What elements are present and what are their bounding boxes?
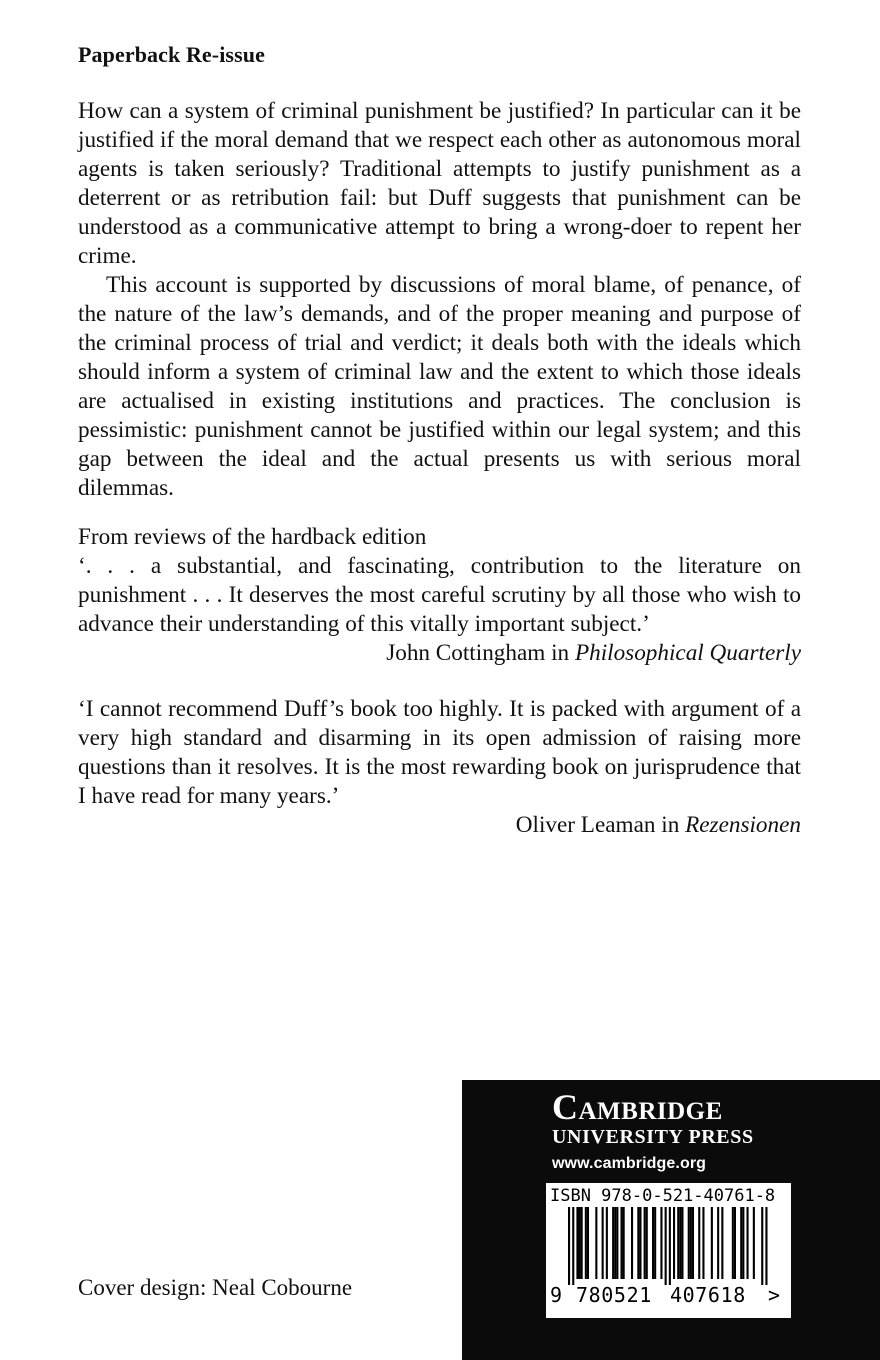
barcode-bar bbox=[623, 1207, 625, 1279]
barcode-digit-prefix: 9 bbox=[550, 1283, 563, 1307]
barcode-bar bbox=[688, 1207, 690, 1279]
barcode-bar bbox=[753, 1207, 755, 1279]
barcode-bar bbox=[717, 1207, 719, 1279]
barcode-bar bbox=[606, 1207, 608, 1279]
reviews-intro: From reviews of the hardback edition bbox=[78, 524, 427, 550]
review-attribution-2 bbox=[78, 811, 801, 840]
barcode-bar bbox=[644, 1207, 646, 1279]
barcode-bar bbox=[679, 1207, 681, 1279]
barcode-bar bbox=[747, 1207, 749, 1279]
barcode-bar bbox=[692, 1207, 694, 1279]
barcode-bar bbox=[616, 1207, 618, 1279]
barcode-bar bbox=[681, 1207, 683, 1279]
barcode-bar bbox=[742, 1207, 744, 1279]
barcode-bar bbox=[677, 1207, 679, 1279]
publisher-logo bbox=[552, 1086, 754, 1173]
barcode-bar bbox=[646, 1207, 648, 1279]
barcode-bar bbox=[702, 1207, 704, 1279]
barcode-bar bbox=[660, 1207, 662, 1279]
barcode-bar bbox=[621, 1207, 623, 1279]
reissue-heading: Paperback Re-issue bbox=[78, 42, 265, 67]
barcode-bar bbox=[637, 1207, 639, 1279]
barcode-bar bbox=[572, 1207, 574, 1285]
barcode-bar bbox=[579, 1207, 581, 1279]
review-attribution-1 bbox=[78, 639, 801, 668]
cover-design-credit: Cover design: Neal Cobourne bbox=[78, 1275, 353, 1300]
barcode-bar bbox=[690, 1207, 692, 1279]
barcode-bar bbox=[665, 1207, 667, 1285]
barcode-digits-right: 407618 bbox=[670, 1283, 746, 1307]
book-description bbox=[78, 97, 801, 503]
review-quote-2: ‘I cannot recommend Duff’s book too highly. It is packed with argument of a very high standard and disarming in its open admission of raising more questions than it resolves. It is the most rewarding book on jurisprudence that I have read for many years.’ bbox=[78, 696, 801, 809]
reviews-section bbox=[78, 523, 801, 840]
isbn-label: ISBN 978-0-521-40761-8 bbox=[550, 1186, 776, 1206]
barcode-bar bbox=[652, 1207, 654, 1279]
barcode-bar bbox=[568, 1207, 570, 1285]
barcode-bar bbox=[602, 1207, 604, 1279]
barcode-bar bbox=[654, 1207, 656, 1279]
isbn-barcode bbox=[546, 1183, 791, 1318]
description-paragraph-1: How can a system of criminal punishment be justified? In particular can it be justified if the moral demand that we respect each other as autonomous moral agents is taken seriously? Traditional attempts to justify punishment as a deterrent or as retribution fail: but Duff suggests that punishment can be understood as a communicative attempt to bring a wrong-doer to repent her crime. bbox=[78, 98, 801, 269]
barcode-bar bbox=[732, 1207, 734, 1279]
barcode-bar bbox=[721, 1207, 723, 1279]
review-publication-2: Rezensionen bbox=[685, 812, 801, 838]
review-publication-1: Philosophical Quarterly bbox=[574, 640, 801, 666]
barcode-bar bbox=[740, 1207, 742, 1279]
barcode-bar bbox=[576, 1207, 578, 1279]
barcode-bar bbox=[669, 1207, 671, 1285]
barcode-bar bbox=[673, 1207, 675, 1279]
barcode-bar bbox=[595, 1207, 597, 1279]
publisher-name: Cambridge bbox=[552, 1087, 723, 1127]
publisher-panel bbox=[462, 1080, 880, 1360]
barcode-bar bbox=[631, 1207, 633, 1279]
barcode-bar bbox=[734, 1207, 736, 1279]
barcode-bar bbox=[585, 1207, 587, 1279]
barcode-digits-left: 780521 bbox=[576, 1283, 652, 1307]
barcode-bar bbox=[761, 1207, 763, 1285]
description-paragraph-2: This account is supported by discussions of moral blame, of penance, of the nature of the law’s demands, and of the proper meaning and purpose of the criminal process of trial and verdict; it deals both with the ideals which should inform a system of criminal law and the extent to which those ideals are actualised in existing institutions and practices. The conclusion is pessimistic: punishment cannot be justified within our legal system; and this gap between the ideal and the actual presents us with serious moral dilemmas. bbox=[78, 272, 801, 501]
barcode-bars-graphic bbox=[546, 1207, 791, 1285]
publisher-url: www.cambridge.org bbox=[552, 1155, 707, 1172]
barcode-bar bbox=[587, 1207, 589, 1279]
barcode-bar bbox=[698, 1207, 700, 1279]
review-author-1: John Cottingham in bbox=[386, 640, 575, 666]
review-quote-1: ‘. . . a substantial, and fascinating, contribution to the literature on punishment . . . It deserves the most careful scrutiny by all those who wish to advance their understanding of this vitally important subject.’ bbox=[78, 553, 801, 637]
barcode-bar bbox=[765, 1207, 767, 1285]
barcode-quiet-zone-marker: > bbox=[768, 1283, 781, 1307]
review-author-2: Oliver Leaman in bbox=[515, 812, 686, 838]
publisher-subtitle: UNIVERSITY PRESS bbox=[552, 1126, 754, 1148]
barcode-bar bbox=[581, 1207, 583, 1279]
barcode-bar bbox=[612, 1207, 614, 1279]
barcode-bar bbox=[639, 1207, 641, 1279]
barcode-bar bbox=[614, 1207, 616, 1279]
barcode-bar bbox=[711, 1207, 713, 1279]
